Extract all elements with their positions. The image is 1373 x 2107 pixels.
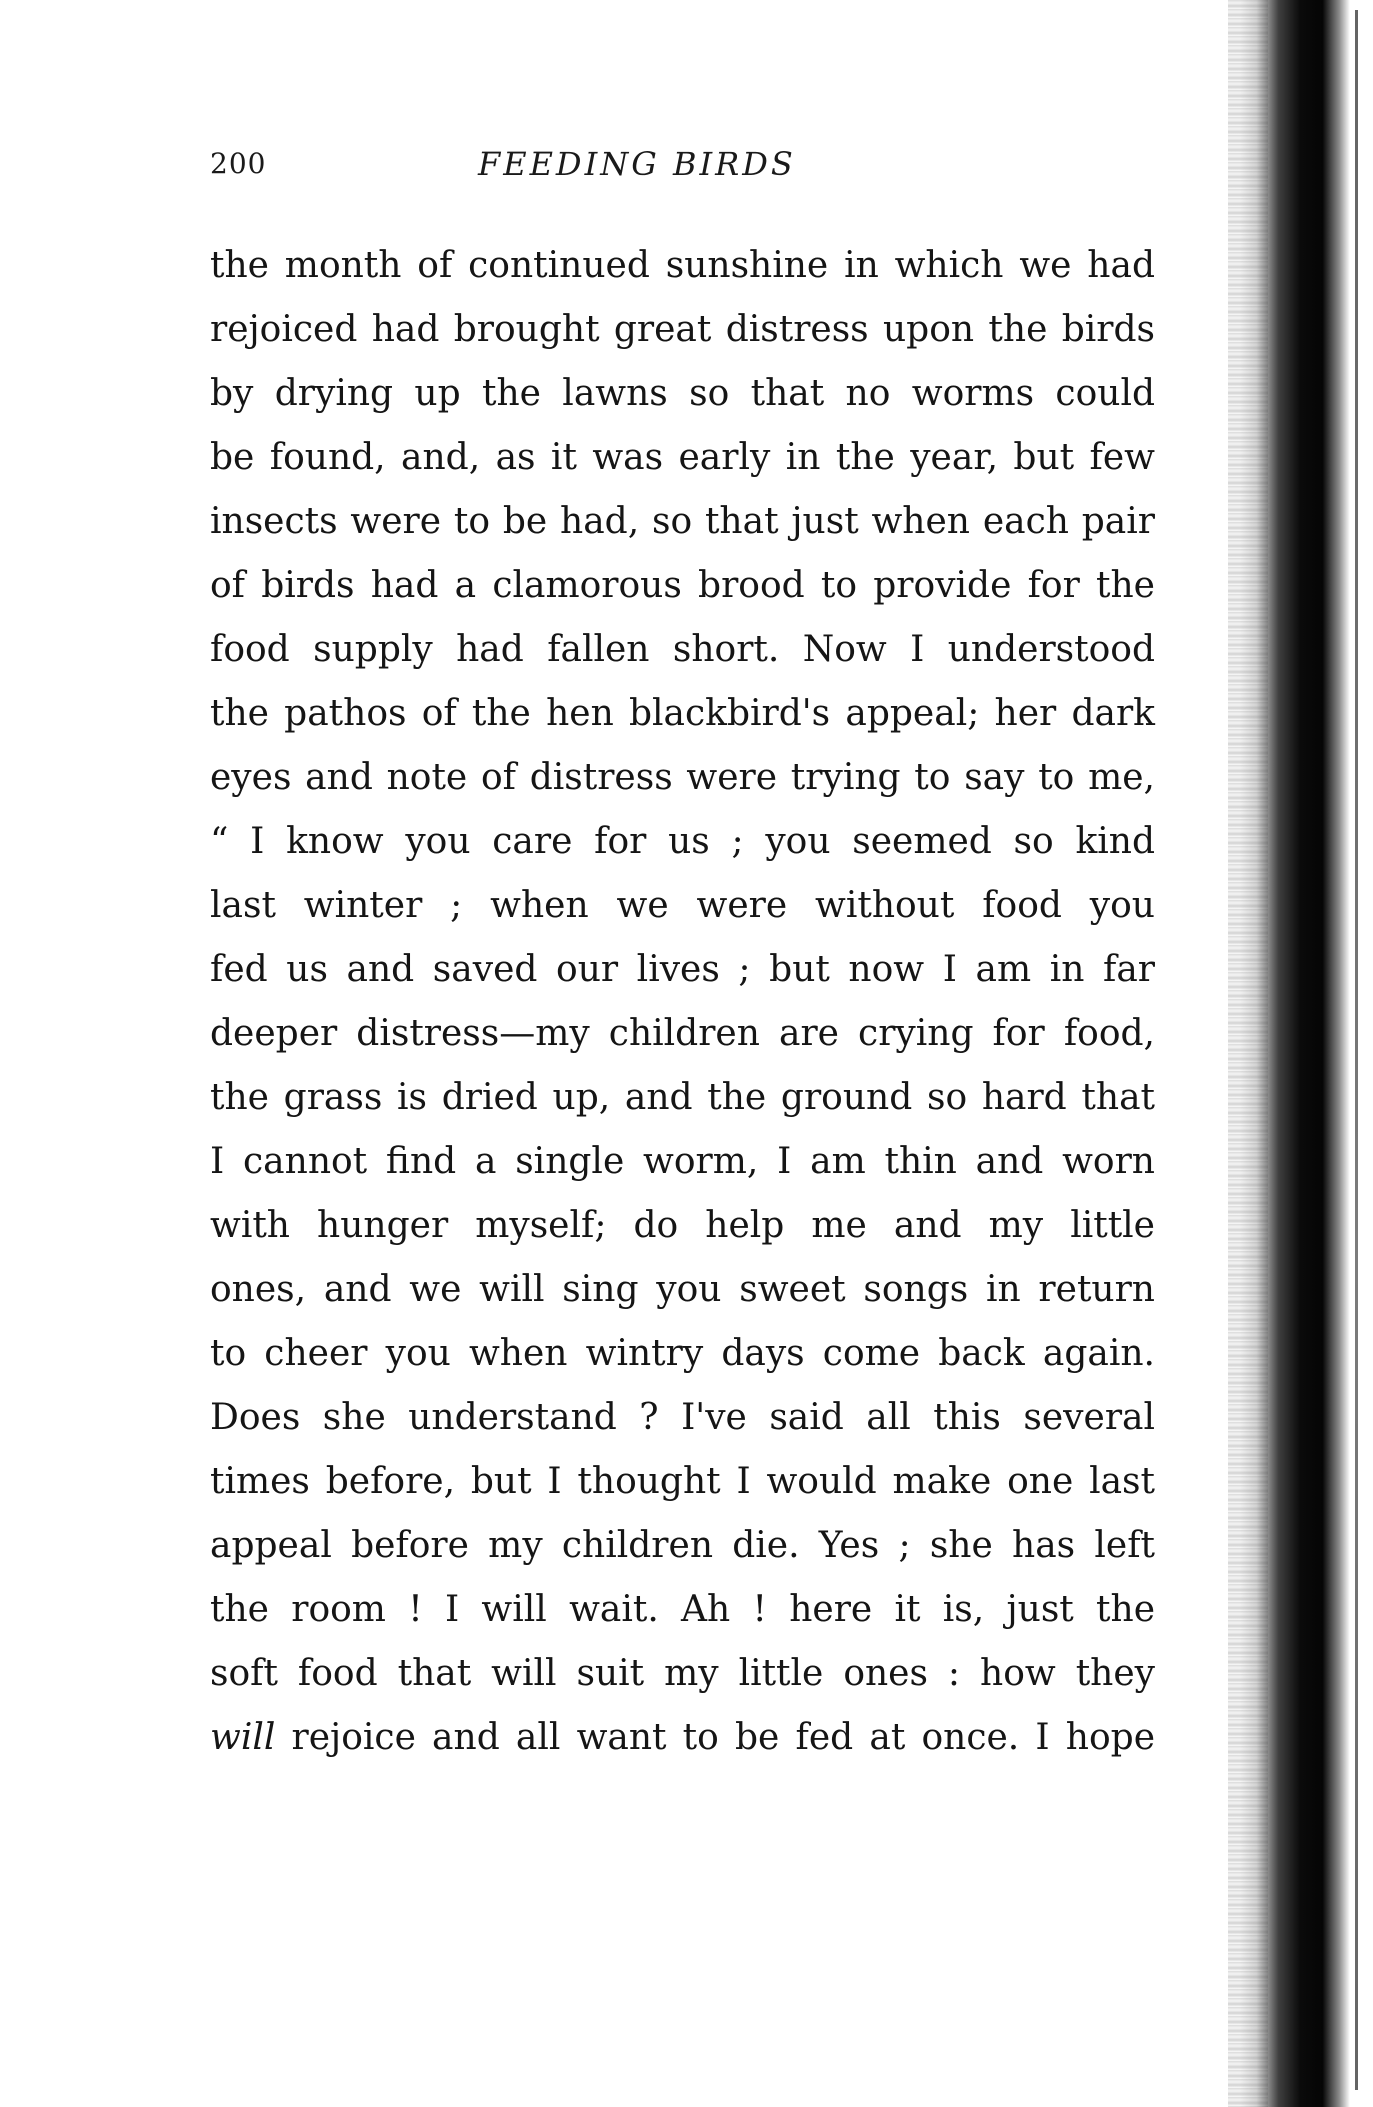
text-line-5: insects were to be had, so that just when each pair [210, 501, 1155, 542]
text-line-24 [210, 1706, 1155, 1770]
text-line-6: of birds had a clamorous brood to provide for the [210, 565, 1155, 606]
text-line-21: appeal before my children die. Yes ; she has left [210, 1525, 1155, 1566]
text-line-13: deeper distress—my children are crying for food, [210, 1013, 1155, 1054]
text-line-18: to cheer you when wintry days come back again. [210, 1333, 1155, 1374]
text-line-12: fed us and saved our lives ; but now I am in far [210, 949, 1155, 990]
text-line-16: with hunger myself; do help me and my little [210, 1205, 1155, 1246]
text-line-7: food supply had fallen short. Now I understood [210, 629, 1155, 670]
text-line-19: Does she understand ? I've said all this several [210, 1397, 1155, 1438]
text-line-20: times before, but I thought I would make one last [210, 1461, 1155, 1502]
running-title: FEEDING BIRDS [478, 145, 796, 183]
page-number: 200 [210, 147, 267, 180]
text-line-9: eyes and note of distress were trying to say to me, [210, 757, 1155, 798]
text-line-2: rejoiced had brought great distress upon the birds [210, 309, 1155, 350]
text-line-3: by drying up the lawns so that no worms could [210, 373, 1155, 414]
text-line-1: the month of continued sunshine in which we had [210, 245, 1155, 286]
text-line-24-rest: rejoice and all want to be fed at once. I hope [291, 1717, 1156, 1758]
text-line-4: be found, and, as it was early in the year, but few [210, 437, 1155, 478]
emphasis-word: will [210, 1717, 276, 1758]
text-line-23: soft food that will suit my little ones : how they [210, 1653, 1155, 1694]
text-line-15: I cannot find a single worm, I am thin and worn [210, 1141, 1155, 1182]
page-edge-line [1355, 10, 1358, 2090]
text-line-17: ones, and we will sing you sweet songs in return [210, 1269, 1155, 1310]
book-binding-edge [1240, 0, 1350, 2107]
text-line-22: the room ! I will wait. Ah ! here it is, just the [210, 1589, 1155, 1630]
text-line-10: “ I know you care for us ; you seemed so kind [210, 821, 1155, 862]
text-line-8: the pathos of the hen blackbird's appeal; her dark [210, 693, 1155, 734]
body-text [210, 234, 1155, 1770]
text-line-14: the grass is dried up, and the ground so hard that [210, 1077, 1155, 1118]
text-line-11: last winter ; when we were without food you [210, 885, 1155, 926]
